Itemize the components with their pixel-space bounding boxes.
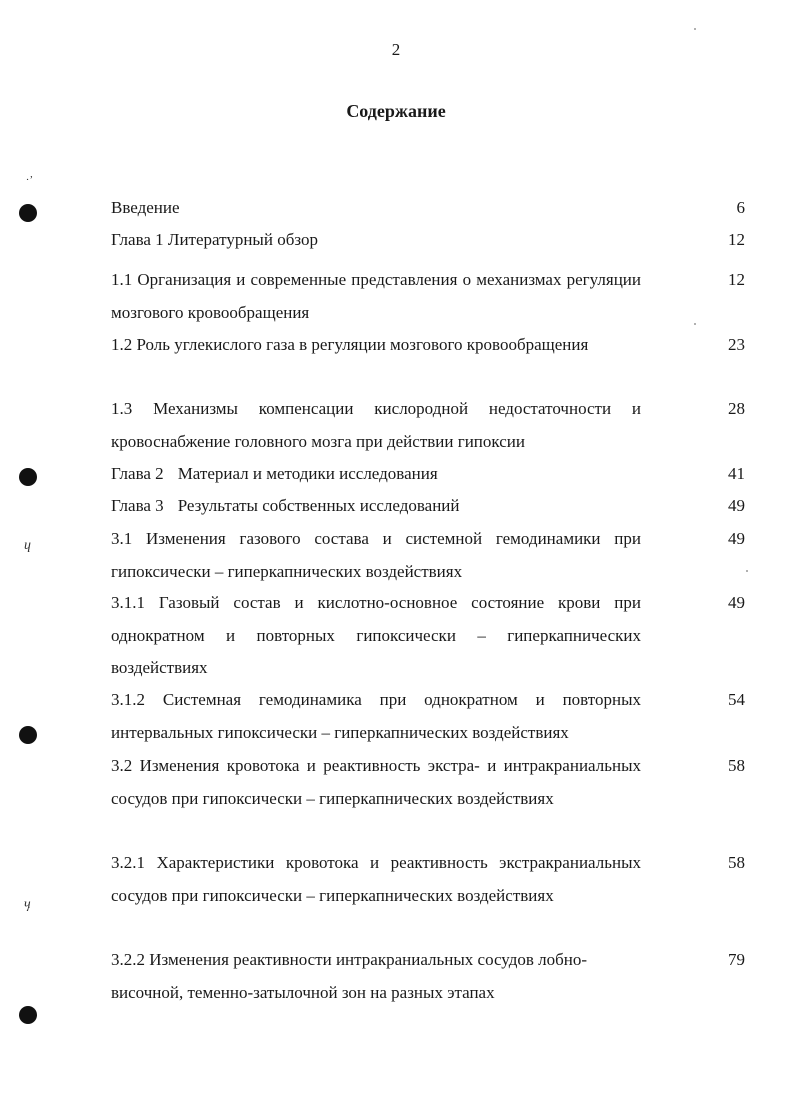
toc-entry[interactable] [111, 329, 751, 362]
page-title: Содержание [346, 101, 446, 121]
binder-hole [19, 468, 37, 486]
toc-entry-label: Глава 1 Литературный обзор [111, 230, 318, 249]
toc-entry-page: 49 [728, 593, 745, 612]
toc-entry-page: 41 [728, 464, 745, 483]
margin-mark: ·ʼ [26, 174, 33, 186]
toc-entry[interactable] [111, 490, 751, 523]
toc-entry-prefix: Глава 3 [111, 496, 164, 515]
toc-entry-page: 54 [728, 690, 745, 709]
toc-entry-label: 3.1.2 Системная гемодинамика при однократном и повторных интервальных гипоксически – гиперкапнических воздействиях [111, 690, 641, 742]
toc-entry[interactable] [111, 224, 751, 257]
toc-entry[interactable] [111, 523, 751, 588]
toc-entry-page: 49 [728, 496, 745, 515]
toc-entry-page: 58 [728, 853, 745, 872]
toc-entry-page: 12 [728, 230, 745, 249]
toc-entry-page: 6 [736, 198, 745, 217]
page-number: 2 [391, 40, 401, 59]
toc-entry-page: 58 [728, 756, 745, 775]
toc-entry[interactable] [111, 264, 751, 329]
toc-entry-page: 28 [728, 399, 745, 418]
toc-entry[interactable] [111, 847, 751, 912]
margin-mark: ɥ [24, 538, 31, 553]
toc-entry[interactable] [111, 192, 751, 225]
toc-entry-label: 3.2.2 Изменения реактивности интракраниальных сосудов лобно-височной, теменно-затылочной зон на разных этапах [111, 950, 588, 1002]
margin-mark: ӌ [24, 897, 31, 912]
toc-entry-page: 79 [728, 950, 745, 969]
toc-entry-prefix: Глава 2 [111, 464, 164, 483]
toc-entry[interactable] [111, 393, 751, 458]
binder-hole [19, 204, 37, 222]
toc-entry-label: 3.2.1 Характеристики кровотока и реактивность экстракраниальных сосудов при гипоксически – гиперкапнических воздействиях [111, 853, 641, 905]
scan-speck [694, 28, 696, 30]
toc-entry-label: 1.1 Организация и современные представления о механизмах регуляции мозгового кровообращения [111, 270, 641, 322]
binder-hole [19, 726, 37, 744]
toc-entry[interactable] [111, 944, 751, 1009]
toc-entry[interactable] [111, 587, 751, 685]
toc-entry-label: 3.1 Изменения газового состава и системной гемодинамики при гипоксически – гиперкапнических воздействиях [111, 529, 641, 581]
toc-entry[interactable] [111, 750, 751, 815]
toc-entry-page: 23 [728, 335, 745, 354]
toc-entry-label: 1.3 Механизмы компенсации кислородной недостаточности и кровоснабжение головного мозга при действии гипоксии [111, 399, 641, 451]
toc-entry-page: 49 [728, 529, 745, 548]
toc-entry-label: 3.1.1 Газовый состав и кислотно-основное состояние крови при однократном и повторных гипоксически – гиперкапнических воздействиях [111, 593, 641, 677]
toc-entry-label: Материал и методики исследования [177, 464, 438, 483]
toc-entry-label: Введение [111, 198, 180, 217]
toc-entry-label: Результаты собственных исследований [177, 496, 460, 515]
toc-entry[interactable] [111, 458, 751, 491]
binder-hole [19, 1006, 37, 1024]
toc-entry[interactable] [111, 684, 751, 749]
toc-entry-page: 12 [728, 270, 745, 289]
toc-entry-label: 3.2 Изменения кровотока и реактивность экстра- и интракраниальных сосудов при гипоксически – гиперкапнических воздействиях [111, 756, 641, 808]
toc-entry-label: 1.2 Роль углекислого газа в регуляции мозгового кровообращения [111, 335, 589, 354]
